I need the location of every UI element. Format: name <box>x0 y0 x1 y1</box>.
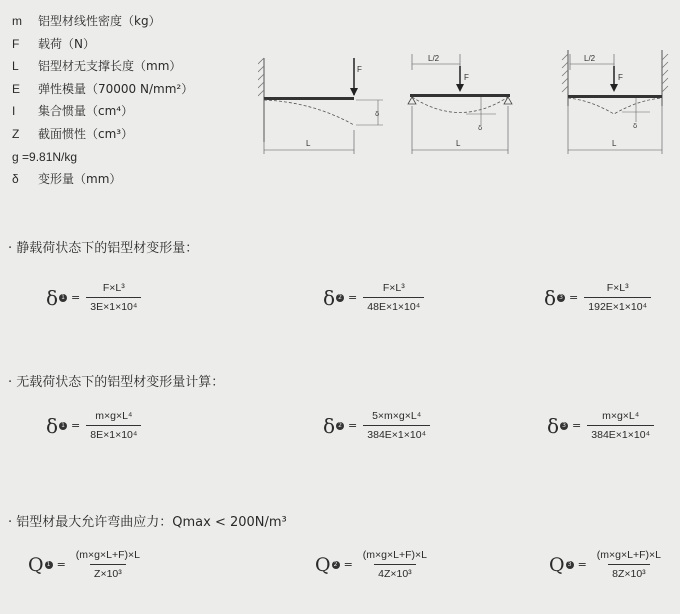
subscript-badge: 1 <box>59 294 67 302</box>
fraction <box>86 282 141 313</box>
equals-sign: = <box>577 558 587 571</box>
subscript-badge: 2 <box>332 561 340 569</box>
no-load-heading: · 无载荷状态下的铝型材变形量计算： <box>8 375 225 390</box>
numerator: F×L³ <box>102 282 125 294</box>
denominator: 8Z×10³ <box>608 564 650 580</box>
length-label: L <box>456 139 461 148</box>
numerator: 5×m×g×L⁴ <box>372 410 422 422</box>
subscript-badge: 2 <box>336 294 344 302</box>
legend-row-e <box>12 78 193 101</box>
denominator: 8E×1×10⁴ <box>86 425 141 441</box>
noload-formula-1 <box>46 410 141 441</box>
stress-formula-1 <box>28 549 144 580</box>
q-symbol: Q <box>28 553 44 576</box>
delta-symbol: δ <box>46 285 59 310</box>
cantilever-beam-diagram <box>258 50 388 160</box>
numerator: m×g×L⁴ <box>95 410 133 422</box>
length-label: L <box>612 139 617 148</box>
fraction <box>359 549 431 580</box>
delta-symbol: δ <box>46 413 59 438</box>
legend-desc: 铝型材线性密度（kg） <box>38 14 161 28</box>
equals-sign: = <box>343 558 353 571</box>
fraction <box>363 410 430 441</box>
legend-row-g <box>12 146 193 169</box>
denominator: 3E×1×10⁴ <box>86 297 141 313</box>
load-label: F <box>357 65 362 74</box>
legend-symbol: δ <box>12 172 19 187</box>
fraction <box>363 282 424 313</box>
symbol-legend <box>12 10 193 191</box>
numerator: (m×g×L+F)×L <box>362 549 427 561</box>
stress-formula-2 <box>315 549 431 580</box>
delta-symbol: δ <box>547 413 560 438</box>
legend-row-i <box>12 100 193 123</box>
deflection-label: δ <box>633 122 638 130</box>
load-label: F <box>464 73 469 82</box>
denominator: 48E×1×10⁴ <box>363 297 424 313</box>
legend-desc: 集合惯量（cm⁴） <box>38 104 134 119</box>
legend-symbol: m <box>12 14 22 28</box>
static-load-heading: · 静载荷状态下的铝型材变形量： <box>8 241 199 256</box>
legend-desc: 弹性模量（70000 N/mm²） <box>38 81 194 96</box>
subscript-badge: 3 <box>566 561 574 569</box>
subscript-badge: 2 <box>336 422 344 430</box>
denominator: Z×10³ <box>90 564 126 580</box>
noload-formula-3 <box>547 410 654 441</box>
equals-sign: = <box>569 291 579 304</box>
denominator: 384E×1×10⁴ <box>363 425 430 441</box>
equals-sign: = <box>348 291 358 304</box>
q-symbol: Q <box>549 553 565 576</box>
legend-symbol: Z <box>12 126 20 141</box>
legend-desc: 截面惯性（cm³） <box>38 126 134 141</box>
delta-symbol: δ <box>323 413 336 438</box>
legend-symbol: g =9.81N/kg <box>12 149 78 164</box>
legend-row-delta <box>12 168 193 191</box>
numerator: (m×g×L+F)×L <box>596 549 661 561</box>
half-length-label: L/2 <box>584 54 596 63</box>
simply-supported-beam-diagram <box>406 50 516 160</box>
subscript-badge: 3 <box>560 422 568 430</box>
static-formula-1 <box>46 282 141 313</box>
denominator: 192E×1×10⁴ <box>584 297 651 313</box>
equals-sign: = <box>56 558 66 571</box>
fraction <box>593 549 665 580</box>
numerator: m×g×L⁴ <box>602 410 640 422</box>
denominator: 384E×1×10⁴ <box>587 425 654 441</box>
legend-symbol: F <box>12 36 20 51</box>
fixed-beam-diagram <box>560 50 670 160</box>
legend-desc: 变形量（mm） <box>38 172 122 187</box>
q-symbol: Q <box>315 553 331 576</box>
fraction <box>86 410 141 441</box>
delta-symbol: δ <box>544 285 557 310</box>
deflection-label: δ <box>375 110 380 118</box>
legend-row-z <box>12 123 193 146</box>
fraction <box>584 282 651 313</box>
equals-sign: = <box>572 419 582 432</box>
subscript-badge: 3 <box>557 294 565 302</box>
legend-symbol: E <box>12 81 21 96</box>
length-label: L <box>306 139 311 148</box>
legend-desc: 载荷（N） <box>38 36 95 51</box>
stress-formula-3 <box>549 549 665 580</box>
subscript-badge: 1 <box>45 561 53 569</box>
subscript-badge: 1 <box>59 422 67 430</box>
equals-sign: = <box>348 419 358 432</box>
denominator: 4Z×10³ <box>374 564 416 580</box>
numerator: F×L³ <box>382 282 405 294</box>
numerator: (m×g×L+F)×L <box>75 549 140 561</box>
legend-row-m <box>12 10 193 33</box>
fraction <box>72 549 144 580</box>
legend-symbol: I <box>12 104 16 119</box>
max-stress-heading: · 铝型材最大允许弯曲应力：Qmax < 200N/m³ <box>8 515 287 530</box>
equals-sign: = <box>71 291 81 304</box>
legend-row-f <box>12 33 193 56</box>
legend-desc: 铝型材无支撑长度（mm） <box>38 59 182 74</box>
delta-symbol: δ <box>323 285 336 310</box>
half-length-label: L/2 <box>428 54 440 63</box>
legend-row-l <box>12 55 193 78</box>
deflection-label: δ <box>478 124 483 132</box>
fraction <box>587 410 654 441</box>
numerator: F×L³ <box>606 282 629 294</box>
load-label: F <box>618 73 623 82</box>
equals-sign: = <box>71 419 81 432</box>
static-formula-3 <box>544 282 651 313</box>
noload-formula-2 <box>323 410 430 441</box>
static-formula-2 <box>323 282 424 313</box>
legend-symbol: L <box>12 59 19 74</box>
